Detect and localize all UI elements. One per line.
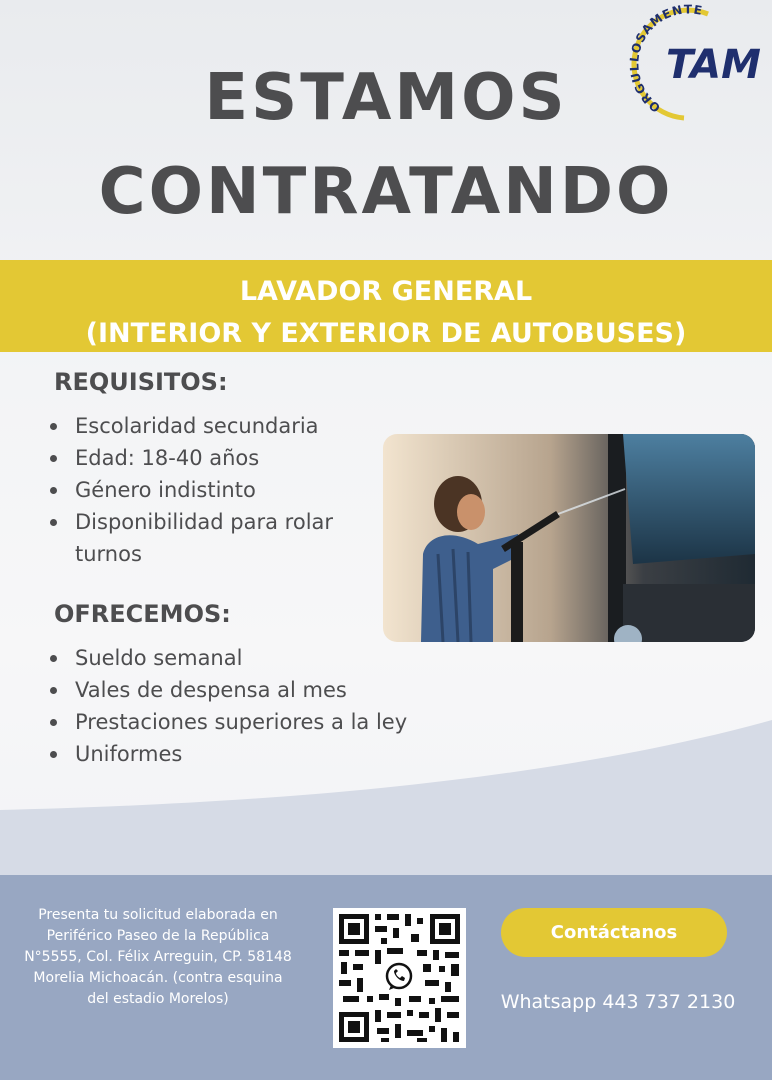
position-subtitle: (INTERIOR Y EXTERIOR DE AUTOBUSES) [85, 318, 687, 349]
position-title: LAVADOR GENERAL [239, 276, 533, 307]
address-line: Periférico Paseo de la República [46, 928, 270, 944]
offers-title: OFRECEMOS: [54, 600, 231, 628]
tam-logo [624, 0, 772, 122]
logo-brand: TAM [666, 42, 761, 88]
bus-washing-photo [383, 434, 755, 642]
whatsapp-qr-code[interactable] [333, 908, 466, 1048]
offers-list [48, 642, 468, 770]
headline-line-1: ESTAMOS [204, 61, 568, 135]
requirements-title: REQUISITOS: [54, 368, 228, 396]
requirement-item: Género indistinto [48, 474, 378, 506]
whatsapp-number: Whatsapp 443 737 2130 [500, 991, 736, 1013]
offer-item: Vales de despensa al mes [48, 674, 468, 706]
address-line: del estadio Morelos) [87, 991, 229, 1007]
offer-item: Sueldo semanal [48, 642, 468, 674]
contact-button[interactable]: Contáctanos [501, 908, 727, 957]
offer-item: Uniformes [48, 738, 468, 770]
requirement-item: Disponibilidad para rolar turnos [48, 506, 378, 570]
address-line: N°5555, Col. Félix Arreguin, CP. 58148 [24, 949, 292, 965]
requirements-list [48, 410, 378, 570]
requirement-item: Edad: 18-40 años [48, 442, 378, 474]
address-line: Morelia Michoacán. (contra esquina [33, 970, 283, 986]
requirement-item: Escolaridad secundaria [48, 410, 378, 442]
logo-arc-text: ORGULLOSAMENTE [627, 2, 705, 116]
contact-footer [0, 875, 772, 1080]
position-band [0, 260, 772, 352]
headline-line-2: CONTRATANDO [98, 155, 674, 229]
offer-item: Prestaciones superiores a la ley [48, 706, 468, 738]
address-block [8, 905, 308, 1010]
address-line: Presenta tu solicitud elaborada en [38, 907, 278, 923]
